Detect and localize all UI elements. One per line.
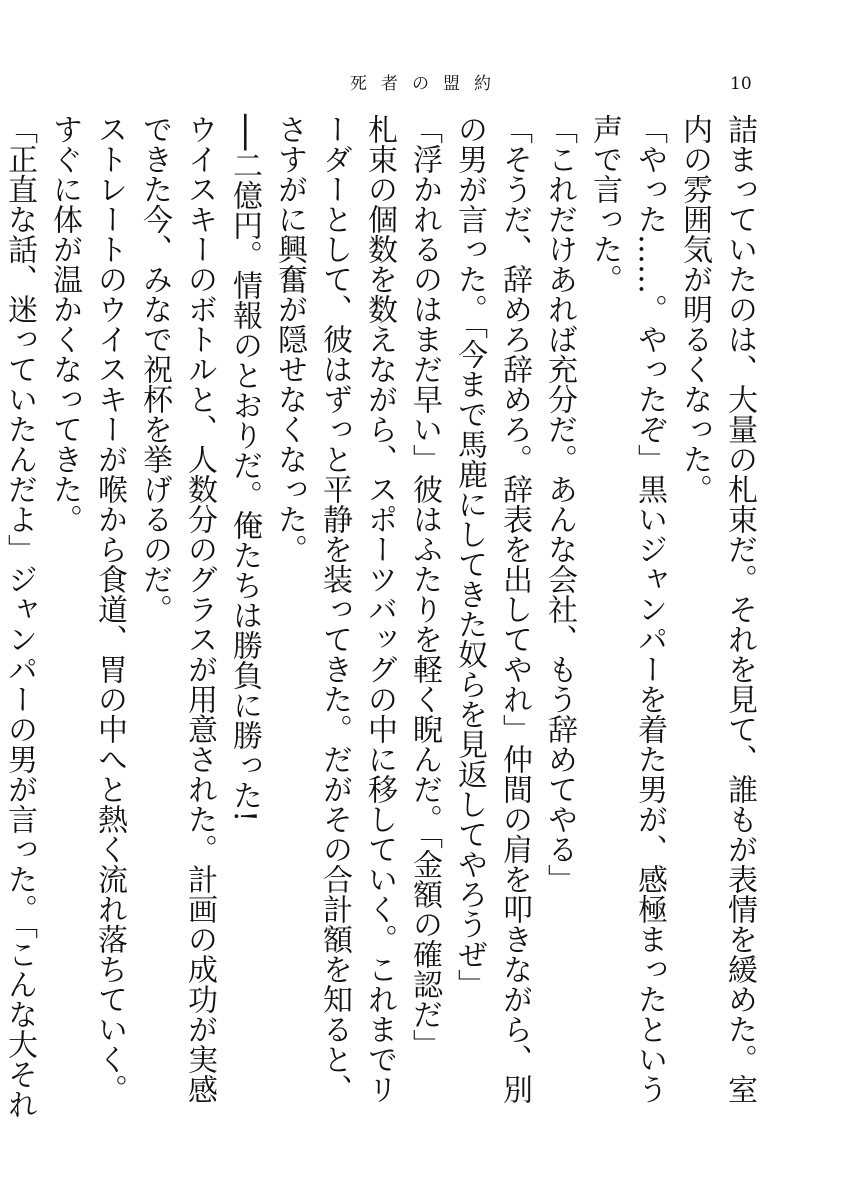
paragraph: ウイスキーのボトルと、人数分のグラスが用意された。計画の成功が実感できた今、みなで祝杯を挙げるのだ。 xyxy=(137,114,217,1104)
page-number: 10 xyxy=(730,74,752,94)
paragraph: 「浮かれるのはまだ早い」彼はふたりを軽く睨んだ。「金額の確認だ」 xyxy=(407,114,442,1059)
running-title: 死者の盟約 xyxy=(350,74,505,94)
paragraph: 「そうだ、辞めろ辞めろ。辞表を出してやれ」仲間の肩を叩きながら、別の男が言った。「今まで馬鹿にしてきた奴らを見返してやろうぜ」 xyxy=(452,114,532,1104)
paragraph: 「正直な話、迷っていたんだよ」ジャンパーの男が言った。「こんな大それ xyxy=(2,114,37,1119)
paragraph: 札束の個数を数えながら、スポーツバッグの中に移していく。これまでリーダーとして、彼はずっと平静を装ってきた。だがその合計額を知ると、さすがに興奮が隠せなくなった。 xyxy=(272,114,397,1104)
paragraph: 「やった……。やったぞ」黒いジャンパーを着た男が、感極まったという声で言った。 xyxy=(587,114,667,1104)
paragraph: 「これだけあれば充分だ。あんな会社、もう辞めてやる」 xyxy=(542,114,577,894)
vertical-text-body xyxy=(2,114,762,1124)
paragraph: ──二億円。情報のとおりだ。俺たちは勝負に勝った! xyxy=(227,114,262,823)
paragraph: ストレートのウイスキーが喉から食道、胃の中へと熱く流れ落ちていく。すぐに体が温かくなってきた。 xyxy=(47,114,127,1104)
paragraph: 詰まっていたのは、大量の札束だ。それを見て、誰もが表情を緩めた。室内の雰囲気が明るくなった。 xyxy=(677,114,757,1104)
